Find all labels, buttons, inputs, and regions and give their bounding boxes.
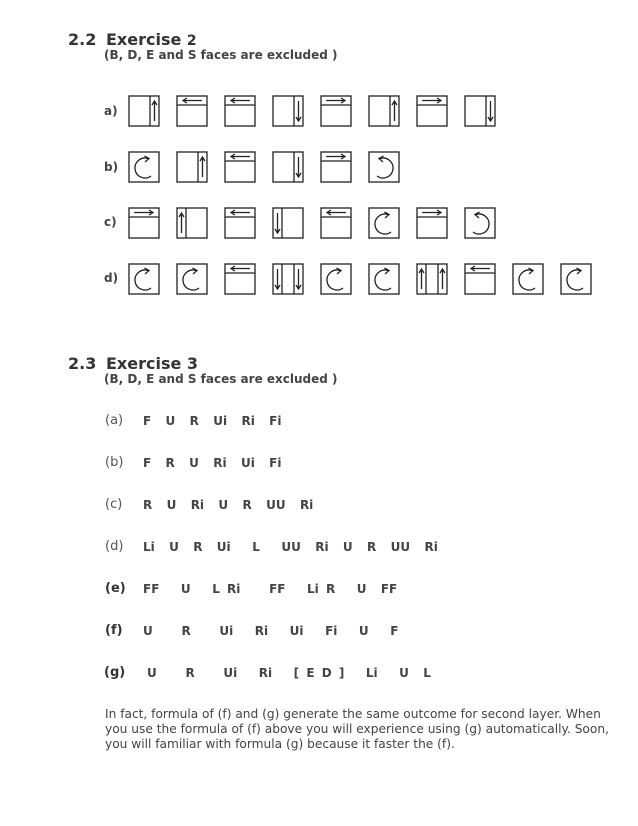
- explanation-paragraph: In fact, formula of (f) and (g) generate the same outcome for second layer. When you use the formula of (f) above you will experience using (g) automatically. Soon, you will familiar with formula (g) because it faster the (f).: [105, 707, 609, 751]
- exercise-formula: R U Ri U R UU Ri: [143, 498, 314, 512]
- exercise-label: (b): [105, 455, 124, 470]
- exercise-formula: U R Ui Ri [ E D ] Li U L: [147, 666, 431, 680]
- exercise-label: (f): [105, 623, 123, 638]
- cube-face-top-left-icon: [224, 95, 256, 127]
- cube-face-cw-icon: [128, 263, 160, 295]
- exercise-label: (a): [105, 413, 124, 428]
- cube-face-double-down-icon: [272, 263, 304, 295]
- cube-face-top-left-icon: [224, 207, 256, 239]
- cube-face-left-down-icon: [272, 207, 304, 239]
- cube-face-ccw-icon: [368, 151, 400, 183]
- cube-face-left-up-icon: [176, 207, 208, 239]
- section-2-2-title: [106, 30, 197, 49]
- cube-face-cw-icon: [368, 263, 400, 295]
- cube-face-right-up-icon: [128, 95, 160, 127]
- cube-face-right-down-icon: [272, 95, 304, 127]
- exercise-formula: FF U L Ri FF Li R U FF: [143, 582, 398, 596]
- cube-face-top-right-icon: [320, 151, 352, 183]
- cube-face-double-up-icon: [416, 263, 448, 295]
- cube-face-top-left-icon: [224, 151, 256, 183]
- row-label-c: c): [104, 215, 117, 229]
- cube-face-cw-icon: [320, 263, 352, 295]
- cube-face-cw-icon: [368, 207, 400, 239]
- exercise-label: (e): [105, 581, 126, 596]
- row-label-b: b): [104, 160, 119, 174]
- exercise-formula: F R U Ri Ui Fi: [143, 456, 282, 470]
- exercise-formula: F U R Ui Ri Fi: [143, 414, 282, 428]
- cube-face-top-right-icon: [320, 95, 352, 127]
- cube-face-right-down-icon: [464, 95, 496, 127]
- cube-face-top-left-icon: [224, 263, 256, 295]
- exercise-label: (d): [105, 539, 124, 554]
- cube-face-right-up-icon: [176, 151, 208, 183]
- cube-face-cw-icon: [512, 263, 544, 295]
- cube-face-top-left-icon: [464, 263, 496, 295]
- cube-face-ccw-icon: [464, 207, 496, 239]
- exercise-formula: U R Ui Ri Ui Fi U F: [143, 624, 399, 638]
- cube-face-cw-icon: [560, 263, 592, 295]
- cube-face-cw-icon: [128, 151, 160, 183]
- exercise-formula: Li U R Ui L UU Ri U R UU Ri: [143, 540, 438, 554]
- cube-face-right-up-icon: [368, 95, 400, 127]
- row-label-a: a): [104, 104, 118, 118]
- section-2-3-title: Exercise 3: [106, 354, 199, 373]
- cube-face-right-down-icon: [272, 151, 304, 183]
- section-2-2-title-text: Exercise: [106, 30, 182, 49]
- section-2-3-subtitle: (B, D, E and S faces are excluded ): [104, 372, 338, 386]
- section-2-2-number: 2.2: [68, 30, 97, 49]
- section-2-2-subtitle: (B, D, E and S faces are excluded ): [104, 48, 338, 62]
- cube-face-top-right-icon: [128, 207, 160, 239]
- section-2-2-title-number: 2: [186, 33, 197, 49]
- cube-face-top-right-icon: [416, 95, 448, 127]
- section-2-3-number: 2.3: [68, 354, 97, 373]
- cube-face-top-left-icon: [320, 207, 352, 239]
- cube-face-cw-icon: [176, 263, 208, 295]
- exercise-label: (c): [105, 497, 123, 512]
- cube-face-top-left-icon: [176, 95, 208, 127]
- cube-face-top-right-icon: [416, 207, 448, 239]
- row-label-d: d): [104, 271, 119, 285]
- exercise-label: (g): [104, 665, 126, 680]
